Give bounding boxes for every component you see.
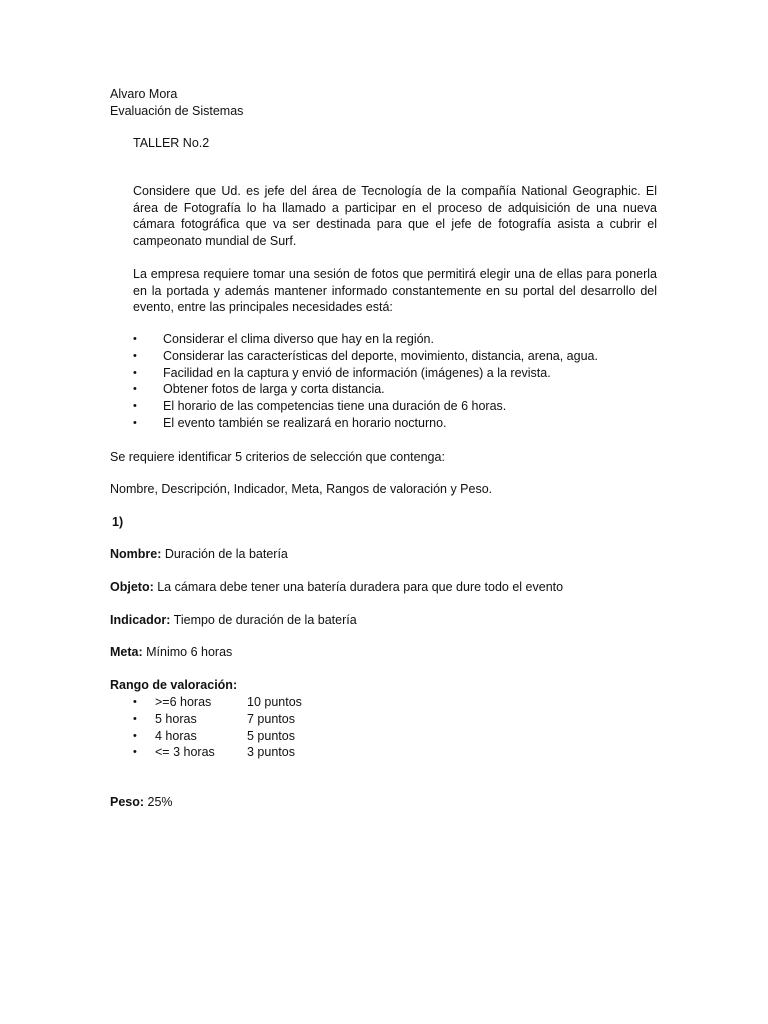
author-block [110,86,657,120]
bullet-icon: • [133,696,137,708]
bullet-icon: • [133,366,137,379]
criterion-goal [110,644,657,661]
indicador-value: Tiempo de duración de la batería [173,613,357,627]
objeto-value: La cámara debe tener una batería duradera para que dure todo el evento [157,580,564,594]
nombre-value: Duración de la batería [164,547,288,561]
criteria-intro: Se requiere identificar 5 criterios de selección que contenga: [110,450,445,464]
range-item: • 4 horas 5 puntos [133,728,295,743]
workshop-title: TALLER No.2 [133,136,210,150]
intro-paragraph: Considere que Ud. es jefe del área de Tecnología de la compañía National Geographic. El área de Fotografía lo ha llamado a participar en el proceso de adquisición de una nueva cámara fotográfica que va ser destinada para que el jefe de fotografía asista a cubrir el campeonato mundial de Surf. [133,184,657,248]
criterion-indicator [110,612,657,629]
list-item: • Considerar el clima diverso que hay en la región. [133,332,434,346]
indicador-label: Indicador: [110,613,171,627]
nombre-label: Nombre: [110,547,162,561]
bullet-icon: • [133,416,137,429]
list-item: • Obtener fotos de larga y corta distancia. [133,382,385,397]
meta-label: Meta: [110,645,143,659]
bullet-icon: • [133,729,137,742]
range-list [133,694,302,761]
criterion-object [110,579,657,596]
meta-value: Mínimo 6 horas [146,645,233,659]
list-item: • Facilidad en la captura y envió de información (imágenes) a la revista. [133,365,551,380]
list-item: • El evento también se realizará en horario nocturno. [133,415,447,430]
criterion-weight [110,794,657,811]
bullet-icon: • [133,712,137,725]
peso-label: Peso: [110,795,145,809]
fields-list: Nombre, Descripción, Indicador, Meta, Rangos de valoración y Peso. [110,482,493,496]
needs-list [133,331,657,432]
bullet-icon: • [133,333,137,345]
bullet-icon: • [133,383,137,396]
criterion-name [110,546,657,563]
list-item: • Considerar las características del deporte, movimiento, distancia, arena, agua. [133,348,598,363]
range-item: • >=6 horas 10 puntos [133,695,302,709]
bullet-icon: • [133,400,137,413]
objeto-label: Objeto: [110,580,154,594]
peso-value: 25% [147,795,173,809]
criterion-number: 1) [112,515,124,529]
range-item: • <= 3 horas 3 puntos [133,745,295,760]
range-heading: Rango de valoración: [110,678,238,692]
list-item: • El horario de las competencias tiene una duración de 6 horas. [133,399,507,414]
course-name: Evaluación de Sistemas [110,104,244,118]
bullet-icon: • [133,349,137,362]
bullet-icon: • [133,746,137,759]
requirements-paragraph: La empresa requiere tomar una sesión de fotos que permitirá elegir una de ellas para ponerla en la portada y además mantener informado constantemente en su portal del desarrollo del evento, entre las principales necesidades está: [133,267,657,314]
author-name: Alvaro Mora [110,87,178,101]
range-item: • 5 horas 7 puntos [133,711,295,726]
